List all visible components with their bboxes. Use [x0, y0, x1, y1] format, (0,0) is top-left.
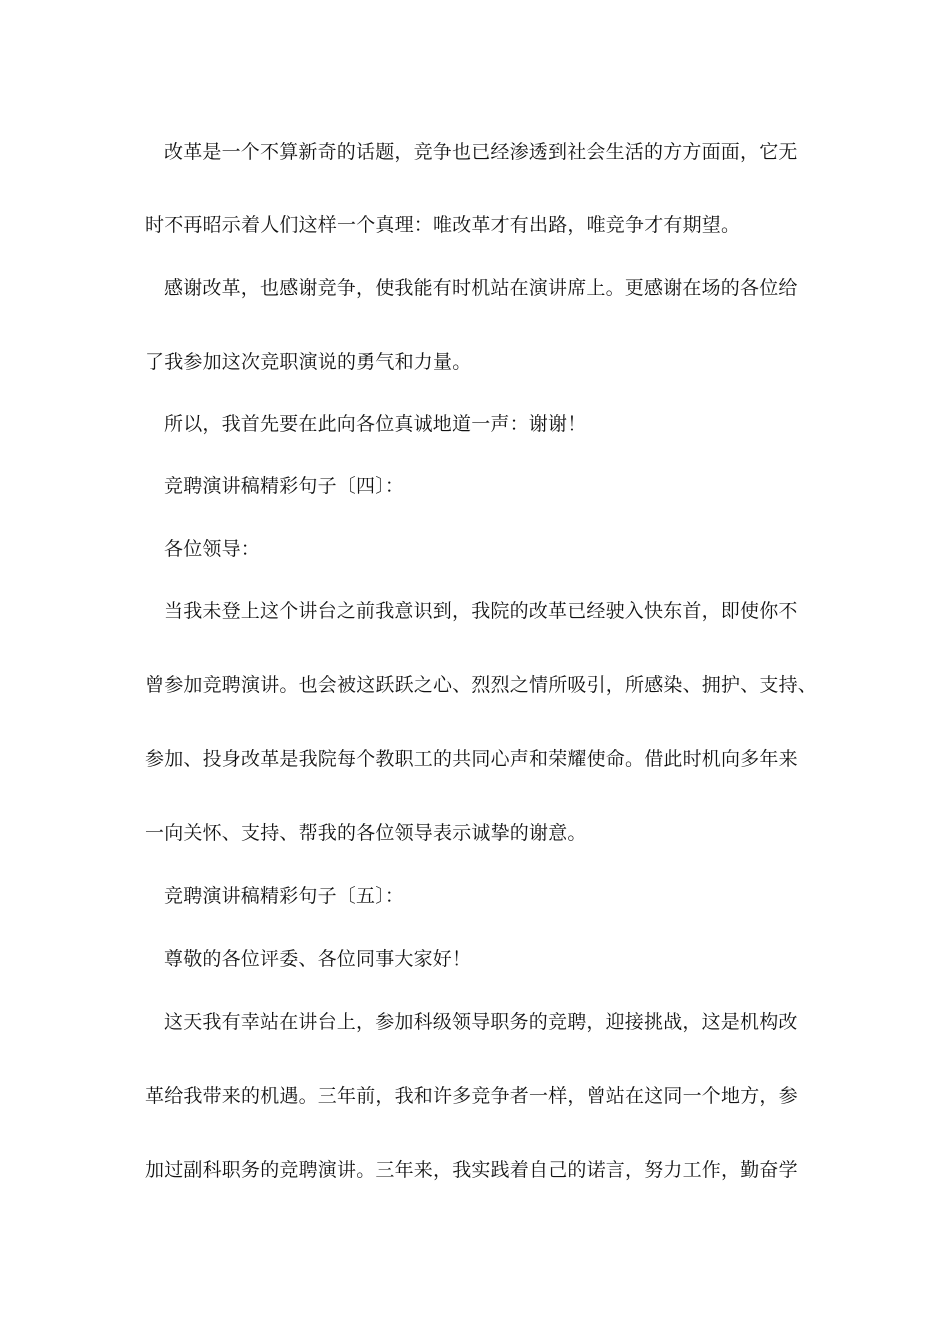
- salutation: 尊敬的各位评委、各位同事大家好！: [164, 948, 472, 970]
- text-line: 感谢改革，也感谢竞争，使我能有时机站在演讲席上。更感谢在场的各位给: [164, 277, 798, 299]
- text-line: 所以，我首先要在此向各位真诚地道一声：谢谢！: [164, 413, 587, 435]
- text-line: 革给我带来的机遇。三年前，我和许多竞争者一样，曾站在这同一个地方，参: [145, 1085, 798, 1107]
- text-line: 这天我有幸站在讲台上，参加科级领导职务的竞聘，迎接挑战，这是机构改: [164, 1011, 798, 1033]
- text-line: 改革是一个不算新奇的话题，竞争也已经渗透到社会生活的方方面面，它无: [164, 141, 798, 163]
- text-line: 了我参加这次竞职演说的勇气和力量。: [145, 351, 472, 373]
- salutation: 各位领导：: [164, 538, 261, 560]
- section-heading: 竞聘演讲稿精彩句子〔四〕：: [164, 475, 405, 497]
- section-heading: 竞聘演讲稿精彩句子〔五〕：: [164, 885, 405, 907]
- text-line: 一向关怀、支持、帮我的各位领导表示诚挚的谢意。: [145, 822, 587, 844]
- text-line: 曾参加竞聘演讲。也会被这跃跃之心、烈烈之情所吸引，所感染、拥护、支持、: [145, 674, 818, 696]
- text-line: 当我未登上这个讲台之前我意识到，我院的改革已经驶入快东首，即使你不: [164, 600, 798, 622]
- text-line: 加过副科职务的竞聘演讲。三年来，我实践着自己的诺言，努力工作，勤奋学: [145, 1159, 798, 1181]
- text-line: 时不再昭示着人们这样一个真理：唯改革才有出路，唯竞争才有期望。: [145, 214, 741, 236]
- text-line: 参加、投身改革是我院每个教职工的共同心声和荣耀使命。借此时机向多年来: [145, 748, 798, 770]
